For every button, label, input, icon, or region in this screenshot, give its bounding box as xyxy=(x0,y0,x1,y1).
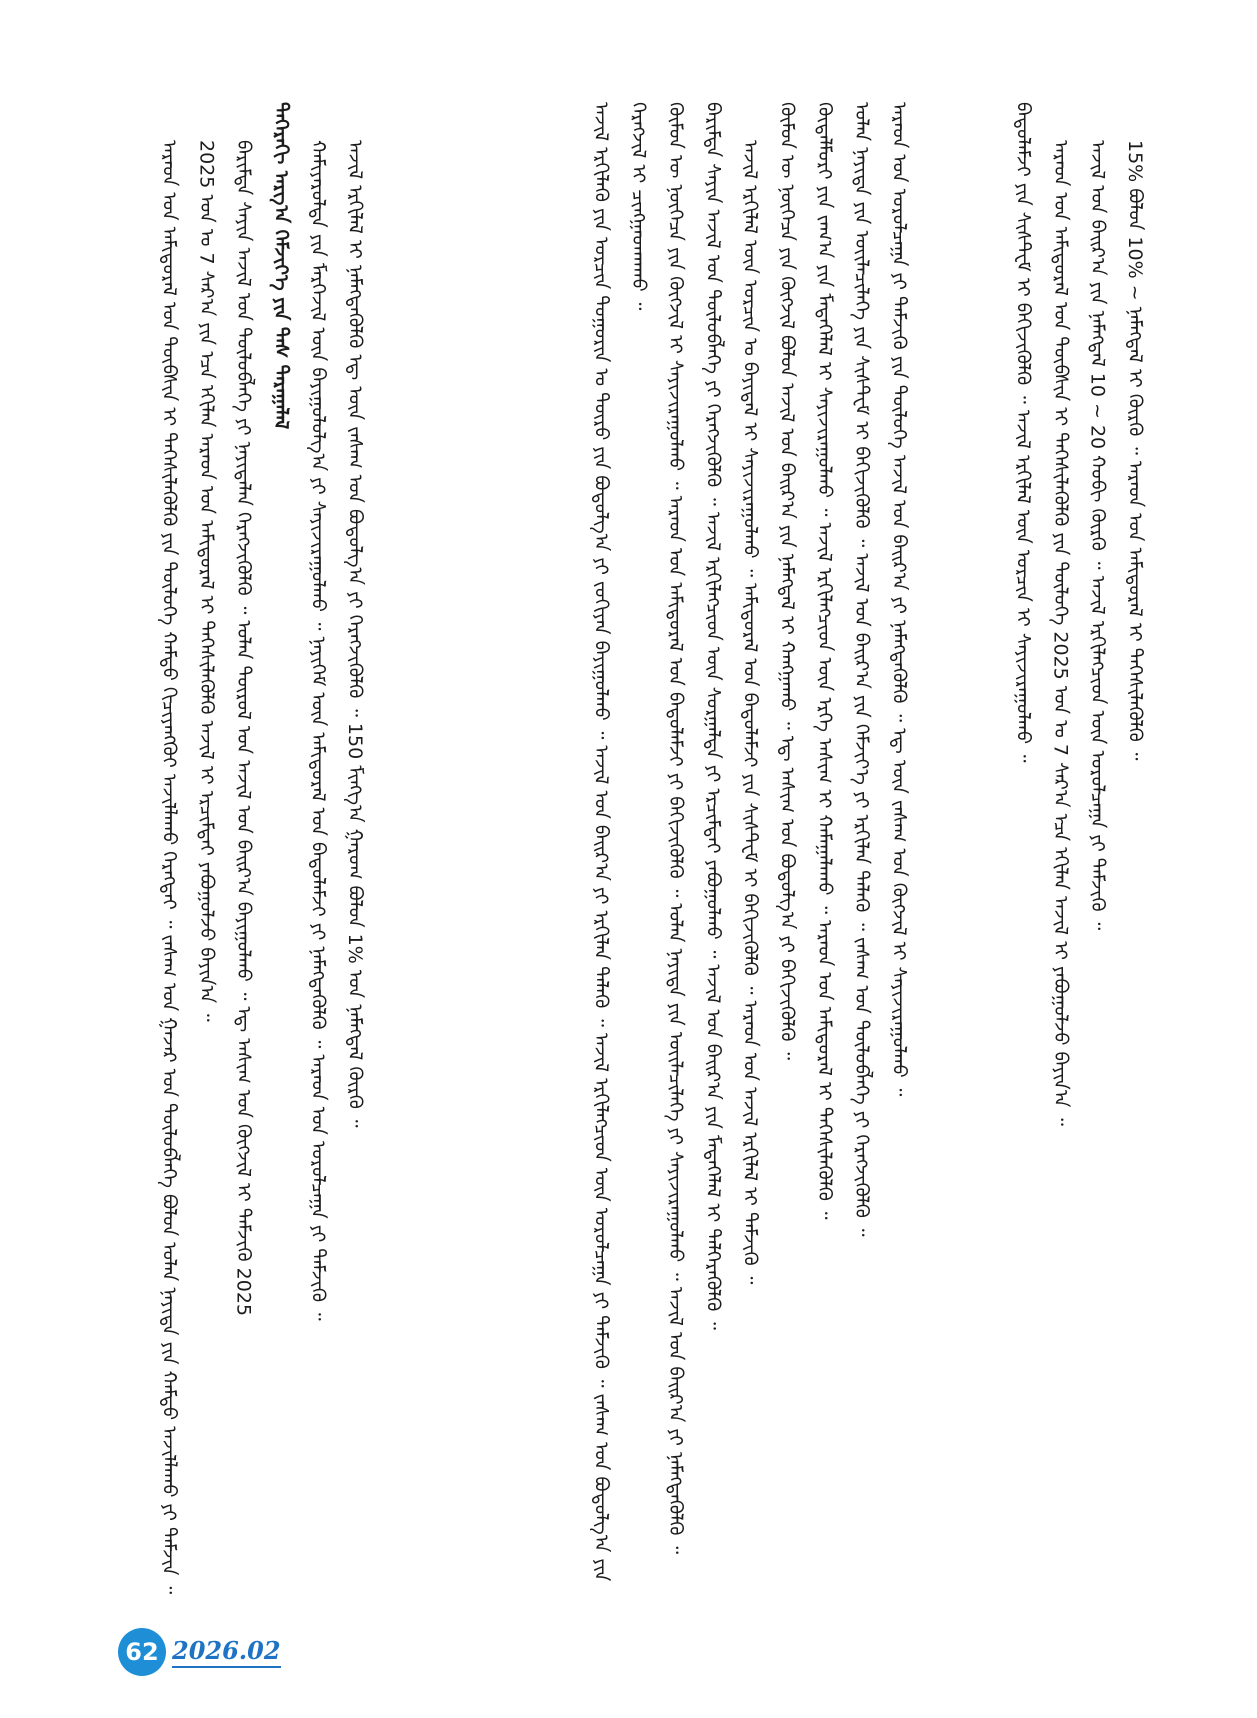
paragraph: ᠪᠠᠷᠢᠮᠲᠠ ᠰᠠᠶᠢᠨ ᠠᠵᠢᠯ ᠤᠨ ᠲᠥᠯᠥᠪᠯᠡᠭᠡ ᠶᠢ ᠨᠡᠶᠢᠲᠡᠯᠡᠨ ᠬᠡᠷᠡᠭᠵᠢᠭᠦᠯᠬᠦ ᠃ ᠣᠯᠠᠨ ᠲᠥᠷᠥᠯ ᠤᠨ ᠠᠵᠢᠯ ᠤᠨ ᠪᠠᠢᠷ᠎ᠠ ᠪᠠᠶᠢᠭᠤᠯᠬᠤ ᠃ ᠡᠳ᠋ ᠠᠰᠢᠭ ᠤᠨ ᠬᠥᠭᠵᠢᠯ ᠢ ᠳᠡᠮᠵᠢᠬᠦ 2025 xyxy=(232,140,255,1317)
paragraph: ᠠᠵᠢᠯ ᠡᠷᠬᠢᠯᠡᠬᠦ ᠶᠢᠨ ᠣᠷᠴᠢᠨ ᠲᠣᠭᠣᠷᠢᠨ ᠤ ᠲᠥᠷᠥ ᠶᠢᠨ ᠪᠣᠳᠤᠯᠭ᠎ᠠ ᠶᠢ ᠵᠣᠬᠢᠶᠠᠨ ᠪᠠᠶᠢᠭᠤᠯᠬᠤ ᠃ ᠠᠵᠢᠯ ᠤᠨ ᠪᠠᠢᠷ᠎ᠠ ᠶᠢ ᠡᠷᠬᠢᠯᠡᠨ ᠲᠡᠯᠡᠬᠦ ᠃ ᠠᠵᠢᠯ ᠡᠷᠬᠢᠯᠡᠭᠴᠢᠳ ᠦᠨ ᠤᠷᠤᠯᠴᠠᠭᠠ ᠶᠢ ᠳᠡᠮᠵᠢᠬᠦ ᠃ ᠵᠠᠰᠠᠭ ᠤᠨ ᠪᠣᠳᠤᠯᠭ᠎ᠠ ᠶᠢᠨ ᠬᠡᠷᠡᠭᠵᠢᠯ ᠢ ᠴᠢᠩᠭᠠᠳᠬᠠᠬᠤ ᠃ xyxy=(590,102,650,1582)
paragraph: ᠠᠷᠠᠳ ᠤᠨ ᠠᠮᠢᠳᠤᠷᠠᠯ ᠤᠨ ᠲᠥᠪᠰᠢᠨ ᠢ ᠳᠡᠭᠡᠰᠢᠯᠡᠭᠦᠯᠬᠦ ᠶᠢᠨ ᠲᠥᠯᠥᠭᠡ 2025 ᠣᠨ ᠤ 7 ᠰᠠᠷ᠎ᠠ ᠡᠴᠡ ᠡᠬᠢᠯᠡᠨ ᠠᠵᠢᠯ ᠢ ᠶᠠᠪᠤᠭᠤᠯᠵᠤ ᠪᠠᠶᠢᠨ᠎ᠠ ᠃ xyxy=(1049,140,1072,1126)
paragraph: 2025 ᠣᠨ ᠤ 7 ᠰᠠᠷ᠎ᠠ ᠶᠢᠨ ᠡᠴᠡ ᠡᠬᠢᠯᠡᠨ ᠠᠷᠠᠳ ᠤᠨ ᠠᠮᠢᠳᠤᠷᠠᠯ ᠢ ᠳᠡᠭᠡᠰᠢᠯᠡᠭᠦᠯᠬᠦ ᠠᠵᠢᠯ ᠢ ᠡᠷᠴᠢᠮᠲᠡᠢ ᠶᠠᠪᠤᠭᠤᠯᠵᠤ ᠪᠠᠶᠢᠨ᠎ᠠ ᠃ xyxy=(195,140,218,1022)
paragraph: ᠠᠵᠢᠯ ᠡᠷᠬᠢᠯᠡᠯ ᠦᠨ ᠣᠷᠴᠢᠨ ᠤ ᠪᠠᠶᠢᠳᠠᠯ ᠢ ᠰᠠᠶᠢᠵᠢᠷᠠᠭᠤᠯᠬᠤ ᠃ ᠠᠮᠢᠳᠤᠷᠠᠯ ᠤᠨ ᠪᠠᠲᠤᠯᠠᠮᠵᠢ ᠶᠢᠨ ᠰᠢᠰᠲ᠋ᠧᠮ ᠢ ᠪᠡᠬᠢᠵᠢᠭᠦᠯᠬᠦ ᠃ ᠠᠷᠠᠳ ᠤᠨ ᠠᠵᠢᠯ ᠡᠷᠬᠢᠯᠡᠯ ᠢ ᠳᠡᠮᠵᠢᠬᠦ ᠃ xyxy=(739,140,762,1285)
paragraph: ᠣᠯᠠᠨ ᠨᠡᠶᠢᠲᠡ ᠶᠢᠨ ᠦᠢᠯᠡᠴᠢᠯᠡᠭᠡ ᠶᠢᠨ ᠰᠢᠰᠲ᠋ᠧᠮ ᠢ ᠪᠡᠬᠢᠵᠢᠭᠦᠯᠬᠦ ᠃ ᠠᠵᠢᠯ ᠤᠨ ᠪᠠᠢᠷ᠎ᠠ ᠶᠢᠨ ᠬᠡᠮᠵᠢᠶ᠎ᠡ ᠶᠢ ᠡᠷᠬᠢᠯᠡᠨ ᠲᠡᠯᠡᠬᠦ ᠃ ᠵᠠᠰᠠᠭ ᠤᠨ ᠲᠥᠯᠥᠪᠯᠡᠭᠡ ᠶᠢ ᠬᠡᠷᠡᠭᠵᠢᠭᠦᠯᠬᠦ ᠃ xyxy=(850,102,873,1237)
paragraph: ᠪᠠᠷᠢᠮᠲᠠ ᠰᠠᠶᠢᠨ ᠠᠵᠢᠯ ᠤᠨ ᠲᠥᠯᠥᠪᠯᠡᠭᠡ ᠶᠢ ᠬᠡᠷᠡᠭᠵᠢᠭᠦᠯᠬᠦ ᠃ ᠠᠵᠢᠯ ᠡᠷᠬᠢᠯᠡᠭᠴᠢᠳ ᠦᠨ ᠰᠤᠷᠭᠠᠯᠲᠠ ᠶᠢ ᠡᠷᠴᠢᠮᠲᠡᠢ ᠶᠠᠪᠤᠭᠤᠯᠬᠤ ᠃ ᠠᠵᠢᠯ ᠤᠨ ᠪᠠᠢᠷ᠎ᠠ ᠶᠢᠨ ᠮᠡᠳᠡᠭᠡᠯᠡᠯ ᠢ ᠳᠡᠯᠭᠡᠷᠡᠭᠦᠯᠬᠦ ᠃ xyxy=(701,102,724,1330)
paragraph: ᠪᠠᠲᠤᠯᠠᠮᠵᠢ ᠶᠢᠨ ᠰᠢᠰᠲ᠋ᠧᠮ ᠢ ᠪᠡᠬᠢᠵᠢᠭᠦᠯᠬᠦ ᠃ ᠠᠵᠢᠯ ᠡᠷᠬᠢᠯᠡᠯ ᠦᠨ ᠣᠷᠴᠢᠨ ᠢ ᠰᠠᠶᠢᠵᠢᠷᠠᠭᠤᠯᠬᠤ ᠃ xyxy=(1012,102,1035,763)
paragraph: ᠠᠷᠠᠳ ᠤᠨ ᠠᠮᠢᠳᠤᠷᠠᠯ ᠤᠨ ᠲᠥᠪᠰᠢᠨ ᠢ ᠳᠡᠭᠡᠰᠢᠯᠡᠭᠦᠯᠬᠦ ᠶᠢᠨ ᠲᠥᠯᠥᠭᠡ ᠬᠠᠮᠲᠤ ᠬᠢᠴᠢᠶᠡᠩᠭᠦᠢ ᠠᠵᠢᠯᠯᠠᠬᠤ ᠬᠡᠷᠡᠭᠲᠡᠢ ᠃ ᠵᠠᠰᠠᠭ ᠤᠨ ᠭᠠᠵᠠᠷ ᠤᠨ ᠲᠥᠯᠥᠪᠯᠡᠭᠡ ᠪᠣᠯᠤᠨ ᠣᠯᠠᠨ ᠨᠡᠶᠢᠲᠡ ᠶᠢᠨ ᠬᠠᠮᠲᠤ ᠠᠵᠢᠯᠯᠠᠬᠤ ᠶᠢ ᠳᠡᠮᠵᠢᠨ ᠃ xyxy=(158,140,181,1595)
issue-date: 2026.02 xyxy=(172,1636,281,1668)
page-number-badge: 62 xyxy=(118,1628,166,1676)
paragraph: ᠠᠵᠢᠯ ᠤᠨ ᠪᠠᠢᠷ᠎ᠠ ᠶᠢᠨ ᠨᠡᠮᠡᠭᠳᠡᠯ 10 ~ 20 ᠬᠤᠪᠢ ᠬᠦᠷᠬᠦ ᠃ ᠠᠵᠢᠯ ᠡᠷᠬᠢᠯᠡᠭᠴᠢᠳ ᠦᠨ ᠤᠷᠤᠯᠴᠠᠭᠠ ᠶᠢ ᠳᠡᠮᠵᠢᠬᠦ ᠃ xyxy=(1086,140,1109,931)
paragraph: ᠬᠦᠮᠦᠨ ᠦ ᠨᠥᠭᠡᠴᠡ ᠶᠢᠨ ᠬᠥᠭᠵᠢᠯ ᠪᠣᠯᠤᠨ ᠠᠵᠢᠯ ᠤᠨ ᠪᠠᠢᠷ᠎ᠠ ᠶᠢᠨ ᠨᠡᠮᠡᠭᠳᠡᠯ ᠢ ᠬᠠᠩᠭᠠᠬᠤ ᠃ ᠡᠳ᠋ ᠠᠰᠢᠭ ᠤᠨ ᠪᠣᠳᠤᠯᠭ᠎ᠠ ᠶᠢ ᠪᠡᠬᠢᠵᠢᠭᠦᠯᠬᠦ ᠃ xyxy=(776,102,799,1060)
section-heading: ᠳᠡᠭᠡᠷᠡᠬᠢ ᠠᠷᠭ᠎ᠠ ᠬᠡᠮᠵᠢᠶ᠎ᠡ ᠶᠢᠨ ᠳᠡᠰ ᠳᠠᠷᠠᠭᠠᠯᠠᠯ xyxy=(269,102,292,430)
paragraph: ᠠᠷᠠᠳ ᠤᠨ ᠤᠷᠤᠯᠴᠠᠭᠠ ᠶᠢ ᠳᠡᠮᠵᠢᠬᠦ ᠶᠢᠨ ᠲᠥᠯᠥᠭᠡ ᠠᠵᠢᠯ ᠤᠨ ᠪᠠᠢᠷ᠎ᠠ ᠶᠢ ᠨᠡᠮᠡᠭᠳᠡᠭᠦᠯᠬᠦ ᠃ ᠡᠳ᠋ ᠦᠨ ᠵᠠᠰᠠᠭ ᠤᠨ ᠬᠥᠭᠵᠢᠯ ᠢ ᠰᠠᠶᠢᠵᠢᠷᠠᠭᠤᠯᠬᠤ ᠃ xyxy=(887,102,910,1097)
paragraph: ᠬᠥᠳᠡᠯᠮᠦᠷᠢ ᠶᠢᠨ ᠵᠠᠬ᠎ᠠ ᠶᠢᠨ ᠮᠡᠳᠡᠭᠡᠯᠡᠯ ᠢ ᠰᠠᠶᠢᠵᠢᠷᠠᠭᠤᠯᠬᠤ ᠃ ᠠᠵᠢᠯ ᠡᠷᠬᠢᠯᠡᠭᠴᠢᠳ ᠦᠨ ᠡᠷᠬᠡ ᠠᠰᠢᠭ ᠢ ᠬᠠᠮᠠᠭᠠᠯᠠᠬᠤ ᠃ ᠠᠷᠠᠳ ᠤᠨ ᠠᠮᠢᠳᠤᠷᠠᠯ ᠢ ᠳᠡᠭᠡᠰᠢᠯᠡᠭᠦᠯᠬᠦ ᠃ xyxy=(813,102,836,1220)
paragraph: ᠬᠦᠮᠦᠨ ᠦ ᠨᠥᠭᠡᠴᠡ ᠶᠢᠨ ᠬᠥᠭᠵᠢᠯ ᠢ ᠰᠠᠶᠢᠵᠢᠷᠠᠭᠤᠯᠬᠤ ᠃ ᠠᠷᠠᠳ ᠤᠨ ᠠᠮᠢᠳᠤᠷᠠᠯ ᠤᠨ ᠪᠠᠲᠤᠯᠠᠮᠵᠢ ᠶᠢ ᠪᠡᠬᠢᠵᠢᠭᠦᠯᠬᠦ ᠃ ᠣᠯᠠᠨ ᠨᠡᠶᠢᠲᠡ ᠶᠢᠨ ᠦᠢᠯᠡᠴᠢᠯᠡᠭᠡ ᠶᠢ ᠰᠠᠶᠢᠵᠢᠷᠠᠭᠤᠯᠬᠤ ᠃ ᠠᠵᠢᠯ ᠤᠨ ᠪᠠᠢᠷ᠎ᠠ ᠶᠢ ᠨᠡᠮᠡᠭᠳᠡᠭᠦᠯᠬᠦ ᠃ xyxy=(664,102,687,1554)
paragraph: ᠠᠵᠢᠯ ᠡᠷᠬᠢᠯᠡᠯ ᠢ ᠨᠡᠮᠡᠭᠳᠡᠭᠦᠯᠬᠦ ᠡᠳ᠋ ᠦᠨ ᠵᠠᠰᠠᠭ ᠤᠨ ᠪᠣᠳᠤᠯᠭ᠎ᠠ ᠶᠢ ᠬᠡᠷᠡᠭᠵᠢᠭᠦᠯᠬᠦ ᠃ 150 ᠮᠢᠩᠭ᠎ᠠ ᠭᠠᠷᠤᠭ ᠪᠣᠯᠤᠨ 1% ᠤᠨ ᠨᠡᠮᠡᠭᠳᠡᠯ ᠬᠦᠷᠬᠦ ᠃ xyxy=(344,140,367,1128)
paragraph: ᠬᠠᠮᠢᠶᠠᠷᠤᠯᠲᠠ ᠶᠢᠨ ᠮᠡᠷᠭᠡᠵᠢᠯ ᠦᠨ ᠪᠠᠶᠢᠭᠤᠯᠤᠯᠭ᠎ᠠ ᠶᠢ ᠰᠠᠶᠢᠵᠢᠷᠠᠭᠤᠯᠬᠤ ᠃ ᠨᠡᠶᠢᠭᠡᠮ ᠦᠨ ᠠᠮᠢᠳᠤᠷᠠᠯ ᠤᠨ ᠪᠠᠲᠤᠯᠠᠮᠵᠢ ᠶᠢ ᠨᠡᠮᠡᠭᠳᠡᠭᠦᠯᠬᠦ ᠃ ᠠᠷᠠᠳ ᠤᠨ ᠤᠷᠤᠯᠴᠠᠭᠠ ᠶᠢ ᠳᠡᠮᠵᠢᠬᠦ ᠃ xyxy=(307,140,330,1321)
page-footer xyxy=(118,1628,281,1676)
text-column-right xyxy=(1004,102,1154,1632)
paragraph: 15% ᠪᠣᠯᠤᠨ 10% ~ ᠨᠡᠮᠡᠭᠳᠡᠯ ᠢ ᠬᠦᠷᠬᠦ ᠃ ᠠᠷᠠᠳ ᠤᠨ ᠠᠮᠢᠳᠤᠷᠠᠯ ᠢ ᠳᠡᠭᠡᠰᠢᠯᠡᠭᠦᠯᠬᠦ ᠃ xyxy=(1123,140,1146,761)
text-column-middle xyxy=(582,102,1012,1632)
text-column-left xyxy=(150,102,410,1632)
